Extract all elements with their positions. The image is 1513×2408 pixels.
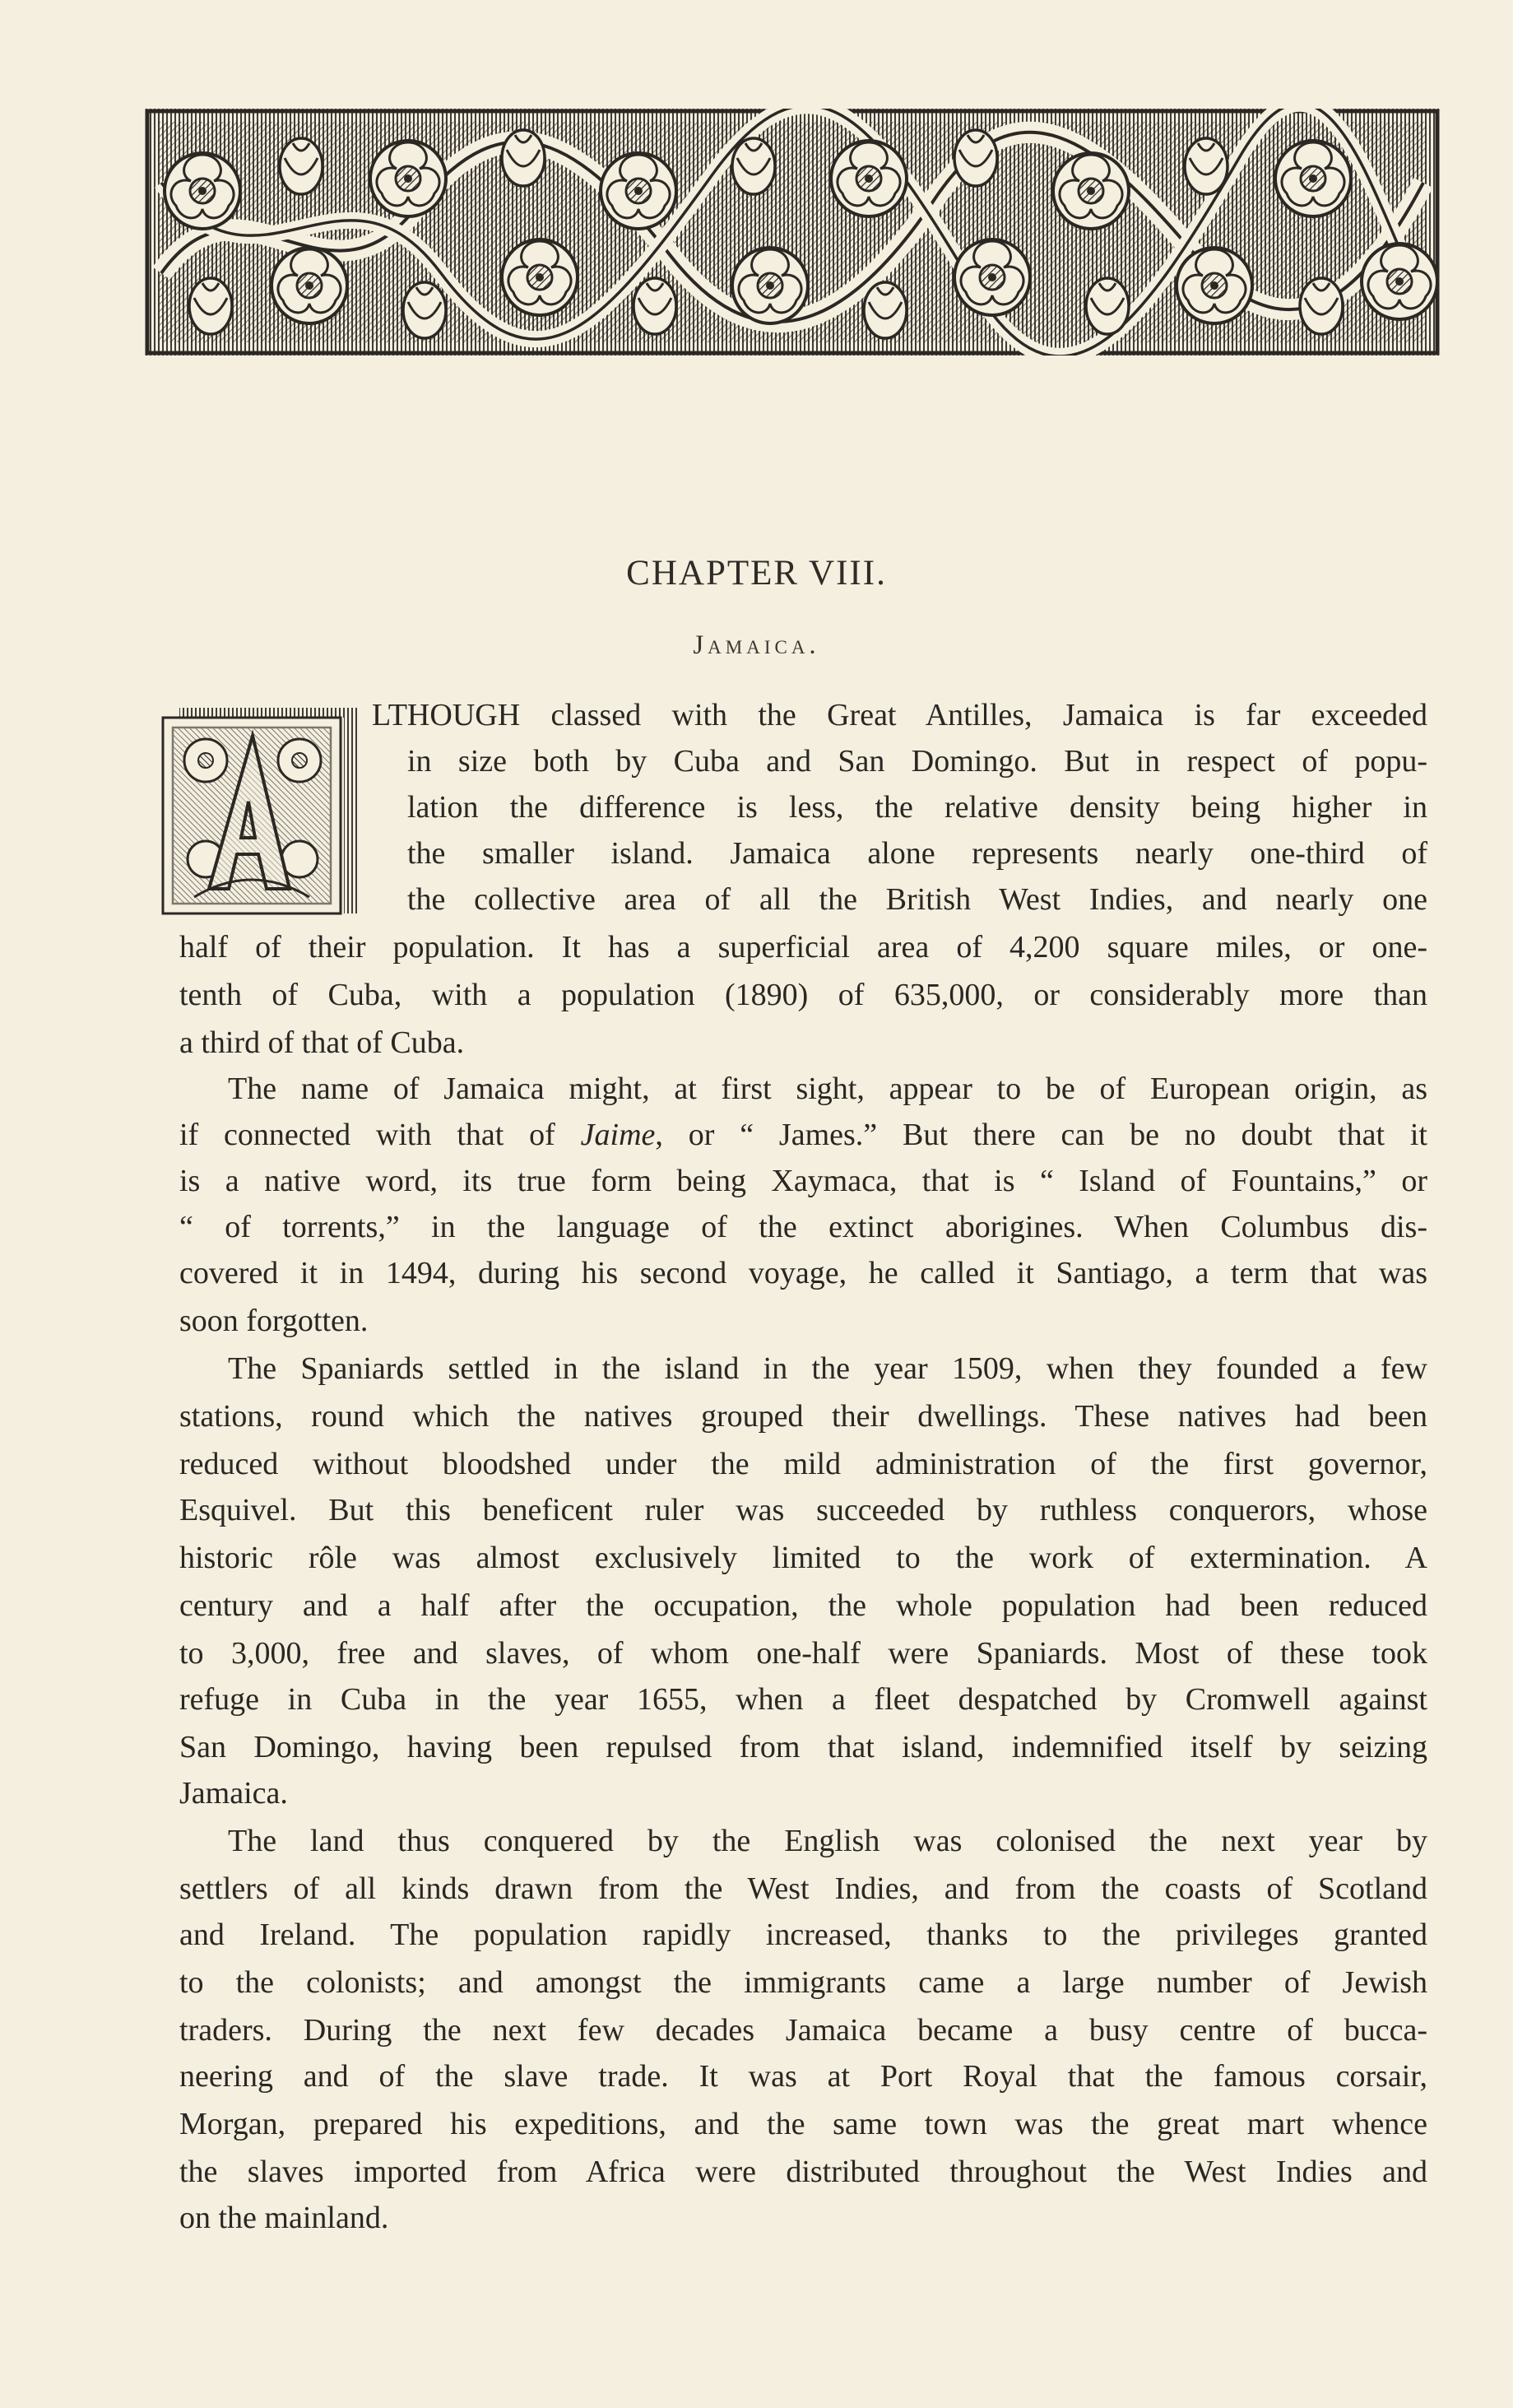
- text-line: on the mainland.: [179, 2201, 389, 2235]
- text-line: covered it in 1494, during his second voyage, he called it Santiago, a term that was: [179, 1256, 1427, 1290]
- text-line: is a native word, its true form being Xaymaca, that is “ Island of Fountains,” or: [179, 1164, 1427, 1198]
- text-line: The land thus conquered by the English was colonised the next year by: [228, 1824, 1427, 1858]
- text-line: to 3,000, free and slaves, of whom one-half were Spaniards. Most of these took: [179, 1636, 1427, 1671]
- text-line: in size both by Cuba and San Domingo. But in respect of popu-: [407, 744, 1427, 779]
- text-line: to the colonists; and amongst the immigrants came a large number of Jewish: [179, 1965, 1427, 2000]
- text-line: Morgan, prepared his expeditions, and the same town was the great mart whence: [179, 2107, 1427, 2141]
- text-line: refuge in Cuba in the year 1655, when a fleet despatched by Cromwell against: [179, 1682, 1427, 1717]
- text-line: half of their population. It has a superficial area of 4,200 square miles, or one-: [179, 930, 1427, 965]
- text-line: soon forgotten.: [179, 1304, 369, 1338]
- chapter-title: CHAPTER VIII.: [626, 554, 887, 593]
- text-line: San Domingo, having been repulsed from that island, indemnified itself by seizing: [179, 1730, 1427, 1764]
- text-line: lation the difference is less, the relative density being higher in: [407, 790, 1427, 825]
- text-line: the collective area of all the British West Indies, and nearly one: [407, 882, 1427, 917]
- text-line: the smaller island. Jamaica alone represents nearly one-third of: [407, 836, 1427, 871]
- floral-header-ornament: [145, 109, 1440, 356]
- text-line: the slaves imported from Africa were distributed throughout the West Indies and: [179, 2155, 1427, 2189]
- text-line: neering and of the slave trade. It was at Port Royal that the famous corsair,: [179, 2059, 1427, 2094]
- text-line: The name of Jamaica might, at first sight, appear to be of European origin, as: [228, 1072, 1427, 1106]
- text-line: traders. During the next few decades Jamaica became a busy centre of bucca-: [179, 2013, 1427, 2048]
- text-line: settlers of all kinds drawn from the West Indies, and from the coasts of Scotland: [179, 1871, 1427, 1906]
- chapter-subtitle: Jamaica.: [693, 630, 820, 660]
- floral-ornament-icon: [145, 109, 1440, 356]
- text-line: and Ireland. The population rapidly increased, thanks to the privileges granted: [179, 1918, 1427, 1952]
- text-line: tenth of Cuba, with a population (1890) of 635,000, or considerably more than: [179, 978, 1427, 1012]
- text-line: historic rôle was almost exclusively limited to the work of extermination. A: [179, 1541, 1427, 1575]
- text-line: if connected with that of Jaime, or “ James.” But there can be no doubt that it: [179, 1118, 1427, 1152]
- text-line: “ of torrents,” in the language of the extinct aborigines. When Columbus dis-: [179, 1210, 1427, 1244]
- text-line: LTHOUGH classed with the Great Antilles, Jamaica is far exceeded: [372, 698, 1427, 732]
- text-line: stations, round which the natives grouped their dwellings. These natives had been: [179, 1399, 1427, 1434]
- text-line: reduced without bloodshed under the mild administration of the first governor,: [179, 1447, 1427, 1481]
- text-line: Esquivel. But this beneficent ruler was succeeded by ruthless conquerors, whose: [179, 1493, 1427, 1527]
- text-line: century and a half after the occupation, the whole population had been reduced: [179, 1588, 1427, 1623]
- text-line: Jamaica.: [179, 1776, 288, 1811]
- text-line: The Spaniards settled in the island in the year 1509, when they founded a few: [228, 1351, 1427, 1386]
- text-line: a third of that of Cuba.: [179, 1025, 465, 1060]
- decorative-drop-cap: [161, 706, 359, 920]
